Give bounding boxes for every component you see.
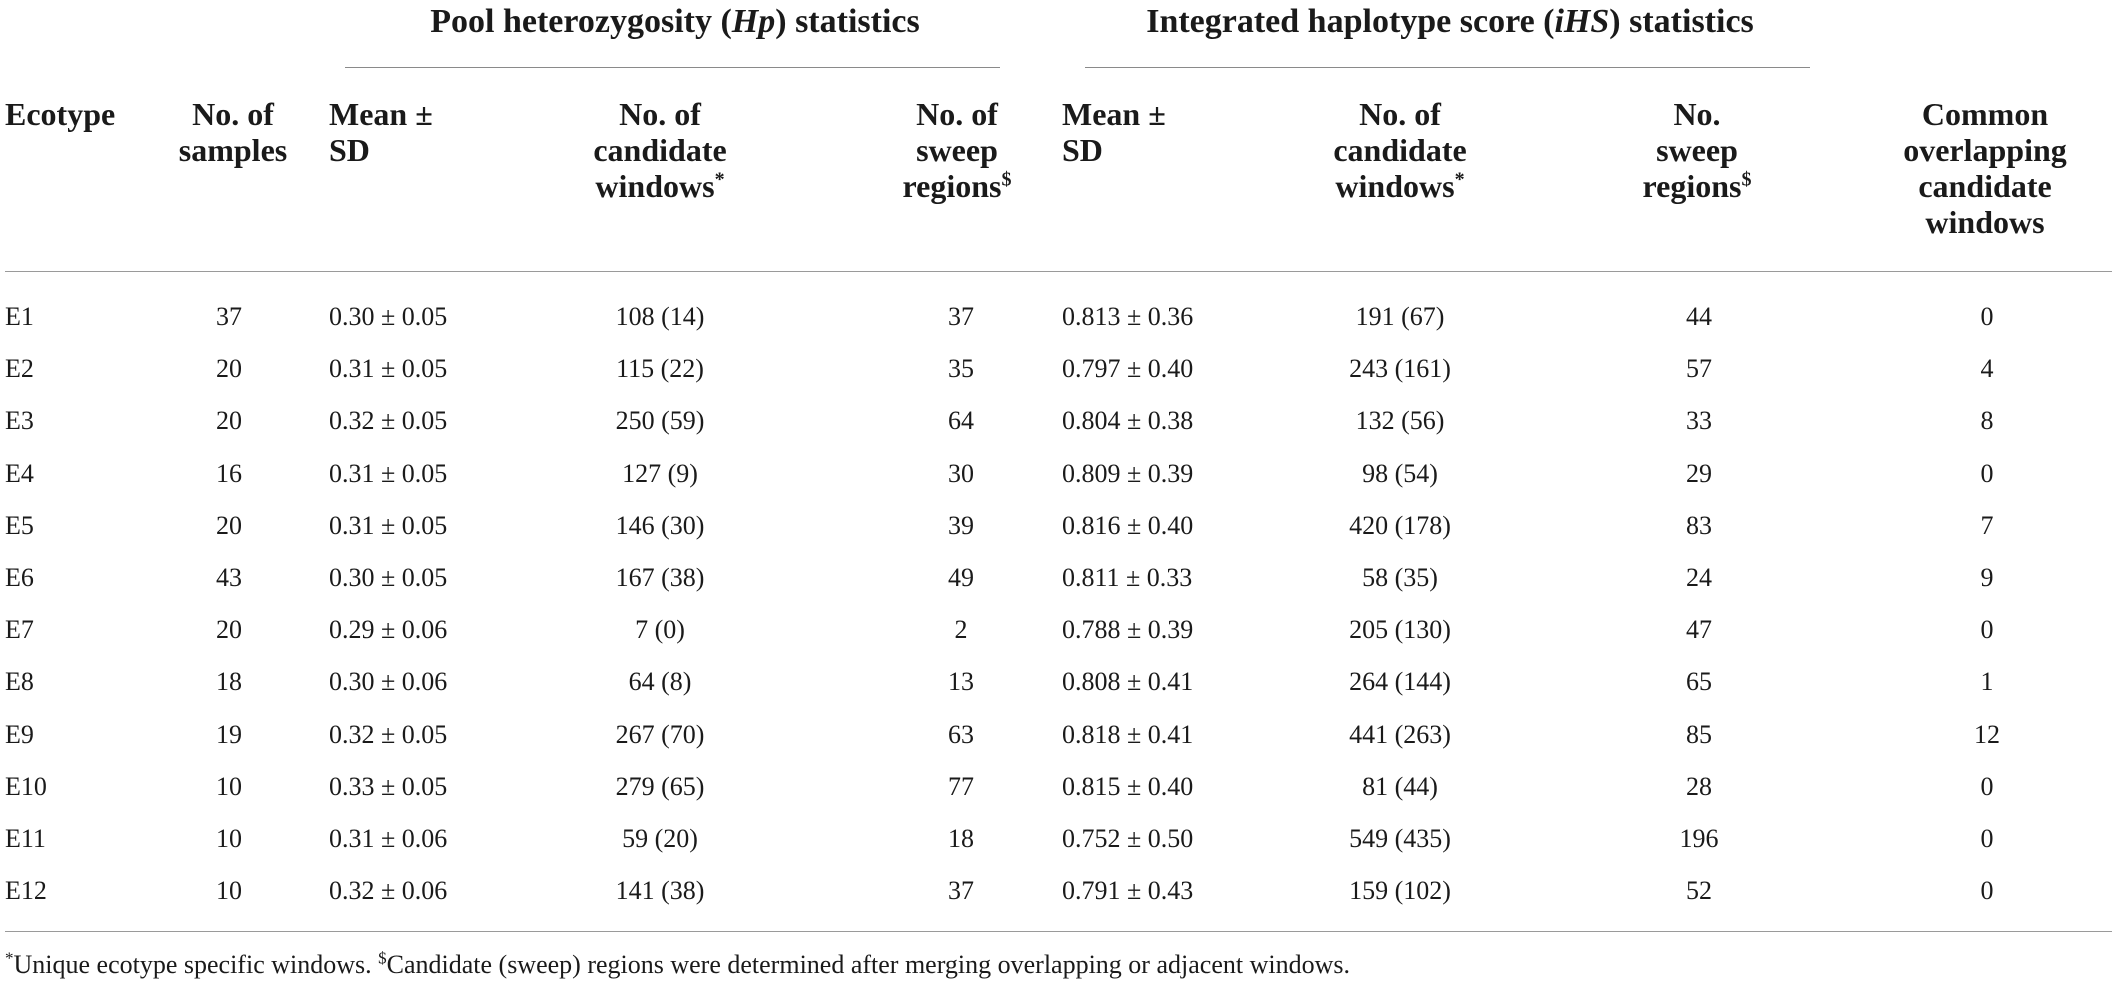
table-row [0, 553, 2117, 605]
cell-ihs-mean: 0.813 ± 0.36 [1062, 302, 1194, 331]
cell-hp-mean: 0.31 ± 0.05 [329, 354, 448, 384]
cell-hp-mean: 0.30 ± 0.05 [329, 302, 448, 331]
cell-ihs-mean: 0.815 ± 0.40 [1062, 771, 1194, 801]
cell-ihs-windows: 549 (435) [1349, 824, 1451, 853]
header-samples [168, 96, 298, 168]
cell-ihs-windows: 420 (178) [1349, 510, 1451, 540]
cell-ihs-mean: 0.797 ± 0.40 [1062, 354, 1194, 384]
hp-group-rule [345, 67, 1000, 68]
table-row [0, 501, 2117, 553]
cell-ihs-regions: 65 [1686, 667, 1712, 697]
cell-ecotype: E4 [5, 458, 34, 488]
cell-hp-windows: 59 (20) [622, 824, 698, 853]
cell-common: 12 [1974, 719, 2000, 749]
cell-ecotype: E9 [5, 719, 34, 749]
cell-hp-windows: 267 (70) [615, 719, 705, 749]
cell-ihs-windows: 58 (35) [1362, 563, 1438, 592]
cell-ihs-windows: 81 (44) [1362, 771, 1438, 801]
ihs-title-prefix: Integrated haplotype score ( [1146, 3, 1555, 40]
cell-hp-mean: 0.31 ± 0.05 [329, 510, 448, 540]
cell-hp-windows: 108 (14) [615, 302, 705, 331]
cell-hp-regions: 35 [948, 354, 974, 384]
cell-ihs-regions: 29 [1686, 458, 1712, 488]
table-row [0, 396, 2117, 448]
cell-ihs-mean: 0.788 ± 0.39 [1062, 615, 1194, 645]
cell-ihs-mean: 0.791 ± 0.43 [1062, 876, 1194, 906]
cell-hp-regions: 18 [948, 824, 974, 853]
cell-common: 0 [1980, 771, 1994, 801]
cell-ihs-regions: 33 [1686, 406, 1712, 436]
header-ecotype [5, 96, 115, 132]
cell-hp-regions: 13 [948, 667, 974, 697]
cell-ecotype: E2 [5, 354, 34, 384]
header-ihs-regions-label: No. sweep regions [1642, 96, 1742, 204]
footnote [5, 950, 1350, 980]
cell-common: 0 [1980, 824, 1994, 853]
cell-samples: 20 [216, 406, 242, 436]
ihs-group-rule [1085, 67, 1810, 68]
cell-ihs-mean: 0.818 ± 0.41 [1062, 719, 1194, 749]
header-bottom-rule [5, 271, 2112, 272]
cell-common: 0 [1980, 876, 1994, 906]
cell-hp-regions: 63 [948, 719, 974, 749]
header-ihs-windows [1300, 96, 1500, 204]
cell-hp-regions: 49 [948, 563, 974, 592]
cell-ecotype: E7 [5, 615, 34, 645]
header-common-label: Common overlapping candidate windows [1903, 96, 2067, 240]
cell-ihs-mean: 0.804 ± 0.38 [1062, 406, 1194, 436]
cell-common: 8 [1980, 406, 1994, 436]
header-ihs-regions [1627, 96, 1767, 204]
header-ihs-mean [1062, 96, 1166, 168]
cell-ecotype: E3 [5, 406, 34, 436]
hp-group-title [345, 2, 1005, 42]
cell-ecotype: E1 [5, 302, 34, 331]
hp-title-italic: Hp [731, 3, 776, 40]
footnote-star-mark: * [5, 948, 14, 968]
cell-common: 1 [1980, 667, 1994, 697]
cell-samples: 20 [216, 615, 242, 645]
cell-hp-regions: 30 [948, 458, 974, 488]
cell-ihs-mean: 0.809 ± 0.39 [1062, 458, 1194, 488]
table-row [0, 657, 2117, 709]
cell-common: 7 [1980, 510, 1994, 540]
hp-title-suffix: ) statistics [775, 3, 920, 40]
cell-ihs-windows: 243 (161) [1349, 354, 1451, 384]
cell-ihs-regions: 85 [1686, 719, 1712, 749]
cell-samples: 19 [216, 719, 242, 749]
cell-ihs-mean: 0.752 ± 0.50 [1062, 824, 1194, 853]
header-hp-regions-mark: $ [1001, 168, 1012, 191]
cell-hp-mean: 0.31 ± 0.05 [329, 458, 448, 488]
footnote-dollar-mark: $ [378, 948, 387, 968]
ihs-group-title [1085, 2, 1815, 42]
table-row [0, 449, 2117, 501]
ihs-title-suffix: ) statistics [1609, 3, 1754, 40]
cell-ihs-regions: 52 [1686, 876, 1712, 906]
cell-samples: 10 [216, 771, 242, 801]
table-row [0, 710, 2117, 762]
cell-hp-windows: 127 (9) [622, 458, 698, 488]
cell-hp-windows: 115 (22) [616, 354, 704, 384]
cell-hp-windows: 279 (65) [615, 771, 705, 801]
table-row [0, 762, 2117, 814]
header-hp-windows-label: No. of candidate windows [593, 96, 727, 204]
footnote-star-text: Unique ecotype specific windows. [13, 950, 379, 979]
cell-common: 4 [1980, 354, 1994, 384]
cell-samples: 16 [216, 458, 242, 488]
header-ihs-windows-mark: * [1454, 168, 1465, 191]
cell-samples: 18 [216, 667, 242, 697]
cell-hp-regions: 39 [948, 510, 974, 540]
header-ecotype-label: Ecotype [5, 96, 116, 132]
table-row [0, 605, 2117, 657]
cell-hp-windows: 250 (59) [615, 406, 705, 436]
cell-hp-windows: 146 (30) [615, 510, 705, 540]
cell-common: 9 [1980, 563, 1994, 592]
cell-hp-mean: 0.30 ± 0.05 [329, 563, 448, 592]
cell-samples: 37 [216, 302, 242, 331]
cell-ihs-regions: 196 [1679, 824, 1719, 853]
cell-samples: 20 [216, 354, 242, 384]
cell-hp-regions: 77 [948, 771, 974, 801]
cell-ihs-windows: 159 (102) [1349, 876, 1451, 906]
cell-samples: 20 [216, 510, 242, 540]
cell-ihs-regions: 83 [1686, 510, 1712, 540]
footnote-dollar-text: Candidate (sweep) regions were determined after merging overlapping or adjacent windows. [386, 950, 1350, 979]
cell-common: 0 [1980, 615, 1994, 645]
cell-hp-mean: 0.32 ± 0.05 [329, 406, 448, 436]
cell-hp-mean: 0.32 ± 0.06 [329, 876, 448, 906]
header-ihs-regions-mark: $ [1741, 168, 1752, 191]
cell-ecotype: E5 [5, 510, 34, 540]
cell-ecotype: E11 [5, 824, 46, 853]
cell-hp-windows: 7 (0) [635, 615, 685, 645]
cell-ecotype: E10 [5, 771, 47, 801]
header-hp-mean [329, 96, 433, 168]
header-hp-windows-mark: * [714, 168, 725, 191]
header-common [1870, 96, 2100, 240]
header-ihs-windows-label: No. of candidate windows [1333, 96, 1467, 204]
cell-ihs-regions: 57 [1686, 354, 1712, 384]
table-row [0, 292, 2117, 344]
cell-ihs-mean: 0.811 ± 0.33 [1062, 563, 1193, 592]
cell-ecotype: E12 [5, 876, 47, 906]
cell-ihs-mean: 0.808 ± 0.41 [1062, 667, 1194, 697]
cell-common: 0 [1980, 302, 1994, 331]
cell-ihs-windows: 264 (144) [1349, 667, 1451, 697]
cell-hp-mean: 0.29 ± 0.06 [329, 615, 448, 645]
cell-samples: 10 [216, 824, 242, 853]
table-row [0, 344, 2117, 396]
cell-ihs-windows: 205 (130) [1349, 615, 1451, 645]
cell-samples: 43 [216, 563, 242, 592]
cell-hp-mean: 0.32 ± 0.05 [329, 719, 448, 749]
cell-samples: 10 [216, 876, 242, 906]
cell-ihs-windows: 191 (67) [1355, 302, 1445, 331]
header-samples-label: No. of samples [178, 96, 288, 168]
header-hp-windows [560, 96, 760, 204]
cell-common: 0 [1980, 458, 1994, 488]
cell-ihs-mean: 0.816 ± 0.40 [1062, 510, 1194, 540]
cell-hp-mean: 0.33 ± 0.05 [329, 771, 448, 801]
cell-hp-mean: 0.30 ± 0.06 [329, 667, 448, 697]
cell-hp-regions: 37 [948, 876, 974, 906]
cell-hp-windows: 141 (38) [615, 876, 705, 906]
cell-ihs-regions: 47 [1686, 615, 1712, 645]
cell-hp-regions: 37 [948, 302, 974, 331]
cell-ihs-windows: 98 (54) [1362, 458, 1438, 488]
cell-ihs-regions: 44 [1686, 302, 1712, 331]
table-row [0, 866, 2117, 918]
cell-ecotype: E8 [5, 667, 34, 697]
header-hp-regions [892, 96, 1022, 204]
ihs-title-italic: iHS [1554, 3, 1610, 40]
cell-ihs-windows: 441 (263) [1349, 719, 1451, 749]
cell-hp-windows: 64 (8) [628, 667, 692, 697]
header-hp-mean-label: Mean ± SD [329, 96, 433, 168]
header-hp-regions-label: No. of sweep regions [902, 96, 1002, 204]
cell-ihs-regions: 24 [1686, 563, 1712, 592]
cell-hp-regions: 64 [948, 406, 974, 436]
cell-ihs-regions: 28 [1686, 771, 1712, 801]
cell-ihs-windows: 132 (56) [1355, 406, 1445, 436]
cell-ecotype: E6 [5, 563, 34, 592]
table-row [0, 814, 2117, 866]
table-bottom-rule [5, 931, 2112, 932]
cell-hp-regions: 2 [954, 615, 968, 645]
hp-title-prefix: Pool heterozygosity ( [430, 3, 732, 40]
cell-hp-windows: 167 (38) [615, 563, 705, 592]
header-ihs-mean-label: Mean ± SD [1062, 96, 1166, 168]
cell-hp-mean: 0.31 ± 0.06 [329, 824, 448, 853]
